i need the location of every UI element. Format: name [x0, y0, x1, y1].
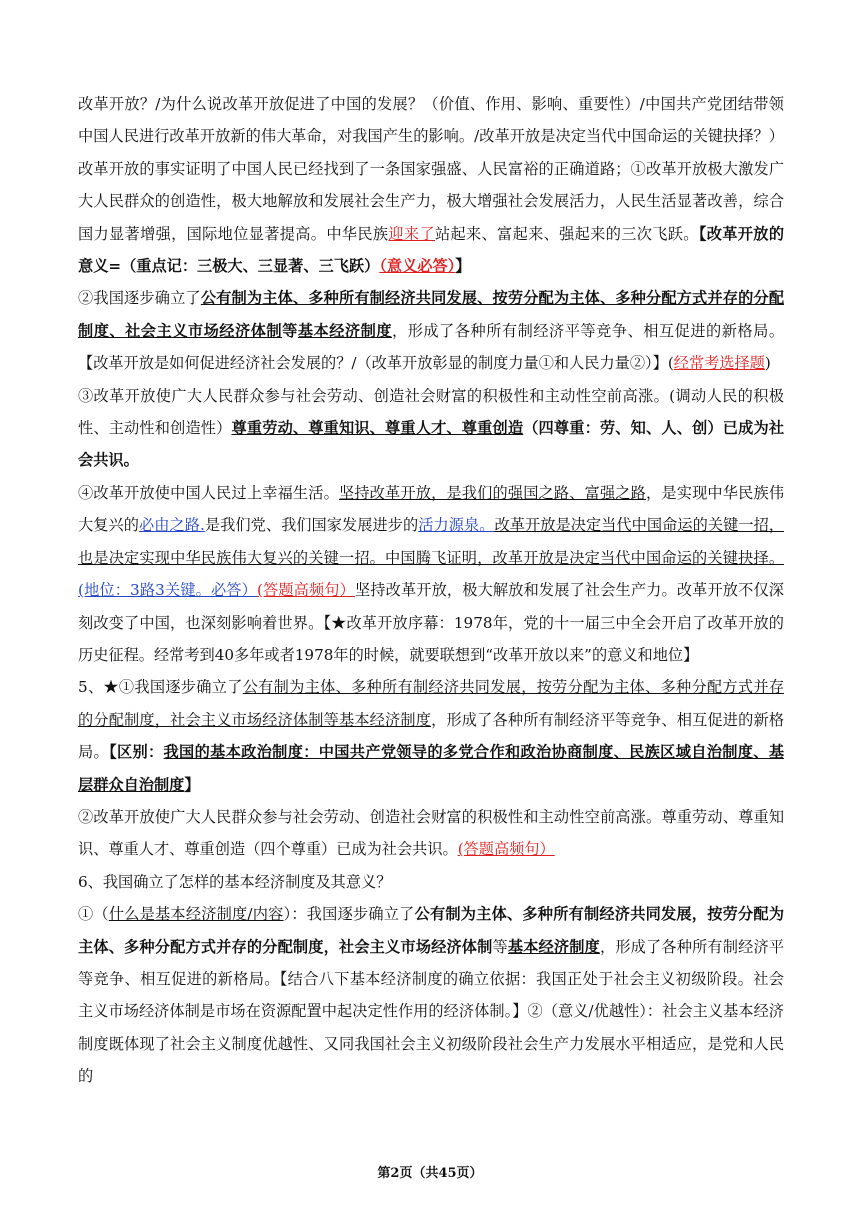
document-body — [78, 88, 784, 1093]
page-footer: 第2页（共45页） — [377, 1166, 483, 1181]
paragraph-economic-system: ②我国逐步确立了公有制为主体、多种所有制经济共同发展、按劳分配为主体、多种分配方式并存的分配制度、社会主义市场经济体制等基本经济制度，形成了各种所有制经济平等竞争、相互促进的新格局。【改革开放是如何促进经济社会发展的？/（改革开放彰显的制度力量①和人民力量②）】(经常考选择题) — [78, 289, 785, 373]
paragraph-four-respects: ③改革开放使广大人民群众参与社会劳动、创造社会财富的积极性和主动性空前高涨。(调动人民的积极性、主动性和创造性）尊重劳动、尊重知识、尊重人才、尊重创造（四尊重：劳、知、人、创）已成为社会共识。 — [78, 386, 785, 470]
paragraph-reform-significance: 改革开放？/为什么说改革开放促进了中国的发展？（价值、作用、影响、重要性）/中国共产党团结带领中国人民进行改革开放新的伟大革命，对我国产生的影响。/改革开放是决定当代中国命运的关键抉择？）改革开放的事实证明了中国人民已经找到了一条国家强盛、人民富裕的正确道路；①改革开放极大激发广大人民群众的创造性，极大地解放和发展社会生产力，极大增强社会发展活力，人民生活显著改善，综合国力显著增强，国际地位显著提高。中华民族迎来了站起来、富起来、强起来的三次飞跃。【改革开放的意义=（重点记：三极大、三显著、三飞跃）（意义必答）】 — [78, 95, 785, 276]
paragraph-item-5: 5、★①我国逐步确立了公有制为主体、多种所有制经济共同发展，按劳分配为主体、多种分配方式并存的分配制度，社会主义市场经济体制等基本经济制度，形成了各种所有制经济平等竞争、相互促进的新格局。【区别：我国的基本政治制度：中国共产党领导的多党合作和政治协商制度、民族区域自治制度、基层群众自治制度】 — [78, 678, 785, 794]
paragraph-item-6-question: 6、我国确立了怎样的基本经济制度及其意义？ — [78, 872, 392, 891]
paragraph-reform-status: ④改革开放使中国人民过上幸福生活。坚持改革开放，是我们的强国之路、富强之路，是实现中华民族伟大复兴的必由之路.是我们党、我们国家发展进步的活力源泉。改革开放是决定当代中国命运的关键一招，也是决定实现中华民族伟大复兴的关键一招。中国腾飞证明，改革开放是决定当代中国命运的关键抉择。(地位：3路3关键。必答）(答题高频句）坚持改革开放，极大解放和发展了社会生产力。改革开放不仅深刻改变了中国，也深刻影响着世界。【★改革开放序幕：1978年，党的十一届三中全会开启了改革开放的历史征程。经常考到40多年或者1978年的时候，就要联想到“改革开放以来”的意义和地位】 — [78, 483, 785, 664]
paragraph-item-6-answer: ①（什么是基本经济制度/内容）：我国逐步确立了公有制为主体、多种所有制经济共同发展，按劳分配为主体、多种分配方式并存的分配制度，社会主义市场经济体制等基本经济制度，形成了各种所有制经济平等竞争、相互促进的新格局。【结合八下基本经济制度的确立依据：我国正处于社会主义初级阶段。社会主义市场经济体制是市场在资源配置中起决定性作用的经济体制。】②（意义/优越性）：社会主义基本经济制度既体现了社会主义制度优越性、又同我国社会主义初级阶段社会生产力发展水平相适应，是党和人民的 — [78, 905, 785, 1086]
paragraph-item-5-2: ②改革开放使广大人民群众参与社会劳动、创造社会财富的积极性和主动性空前高涨。尊重劳动、尊重知识、尊重人才、尊重创造（四个尊重）已成为社会共识。(答题高频句） — [78, 807, 784, 859]
